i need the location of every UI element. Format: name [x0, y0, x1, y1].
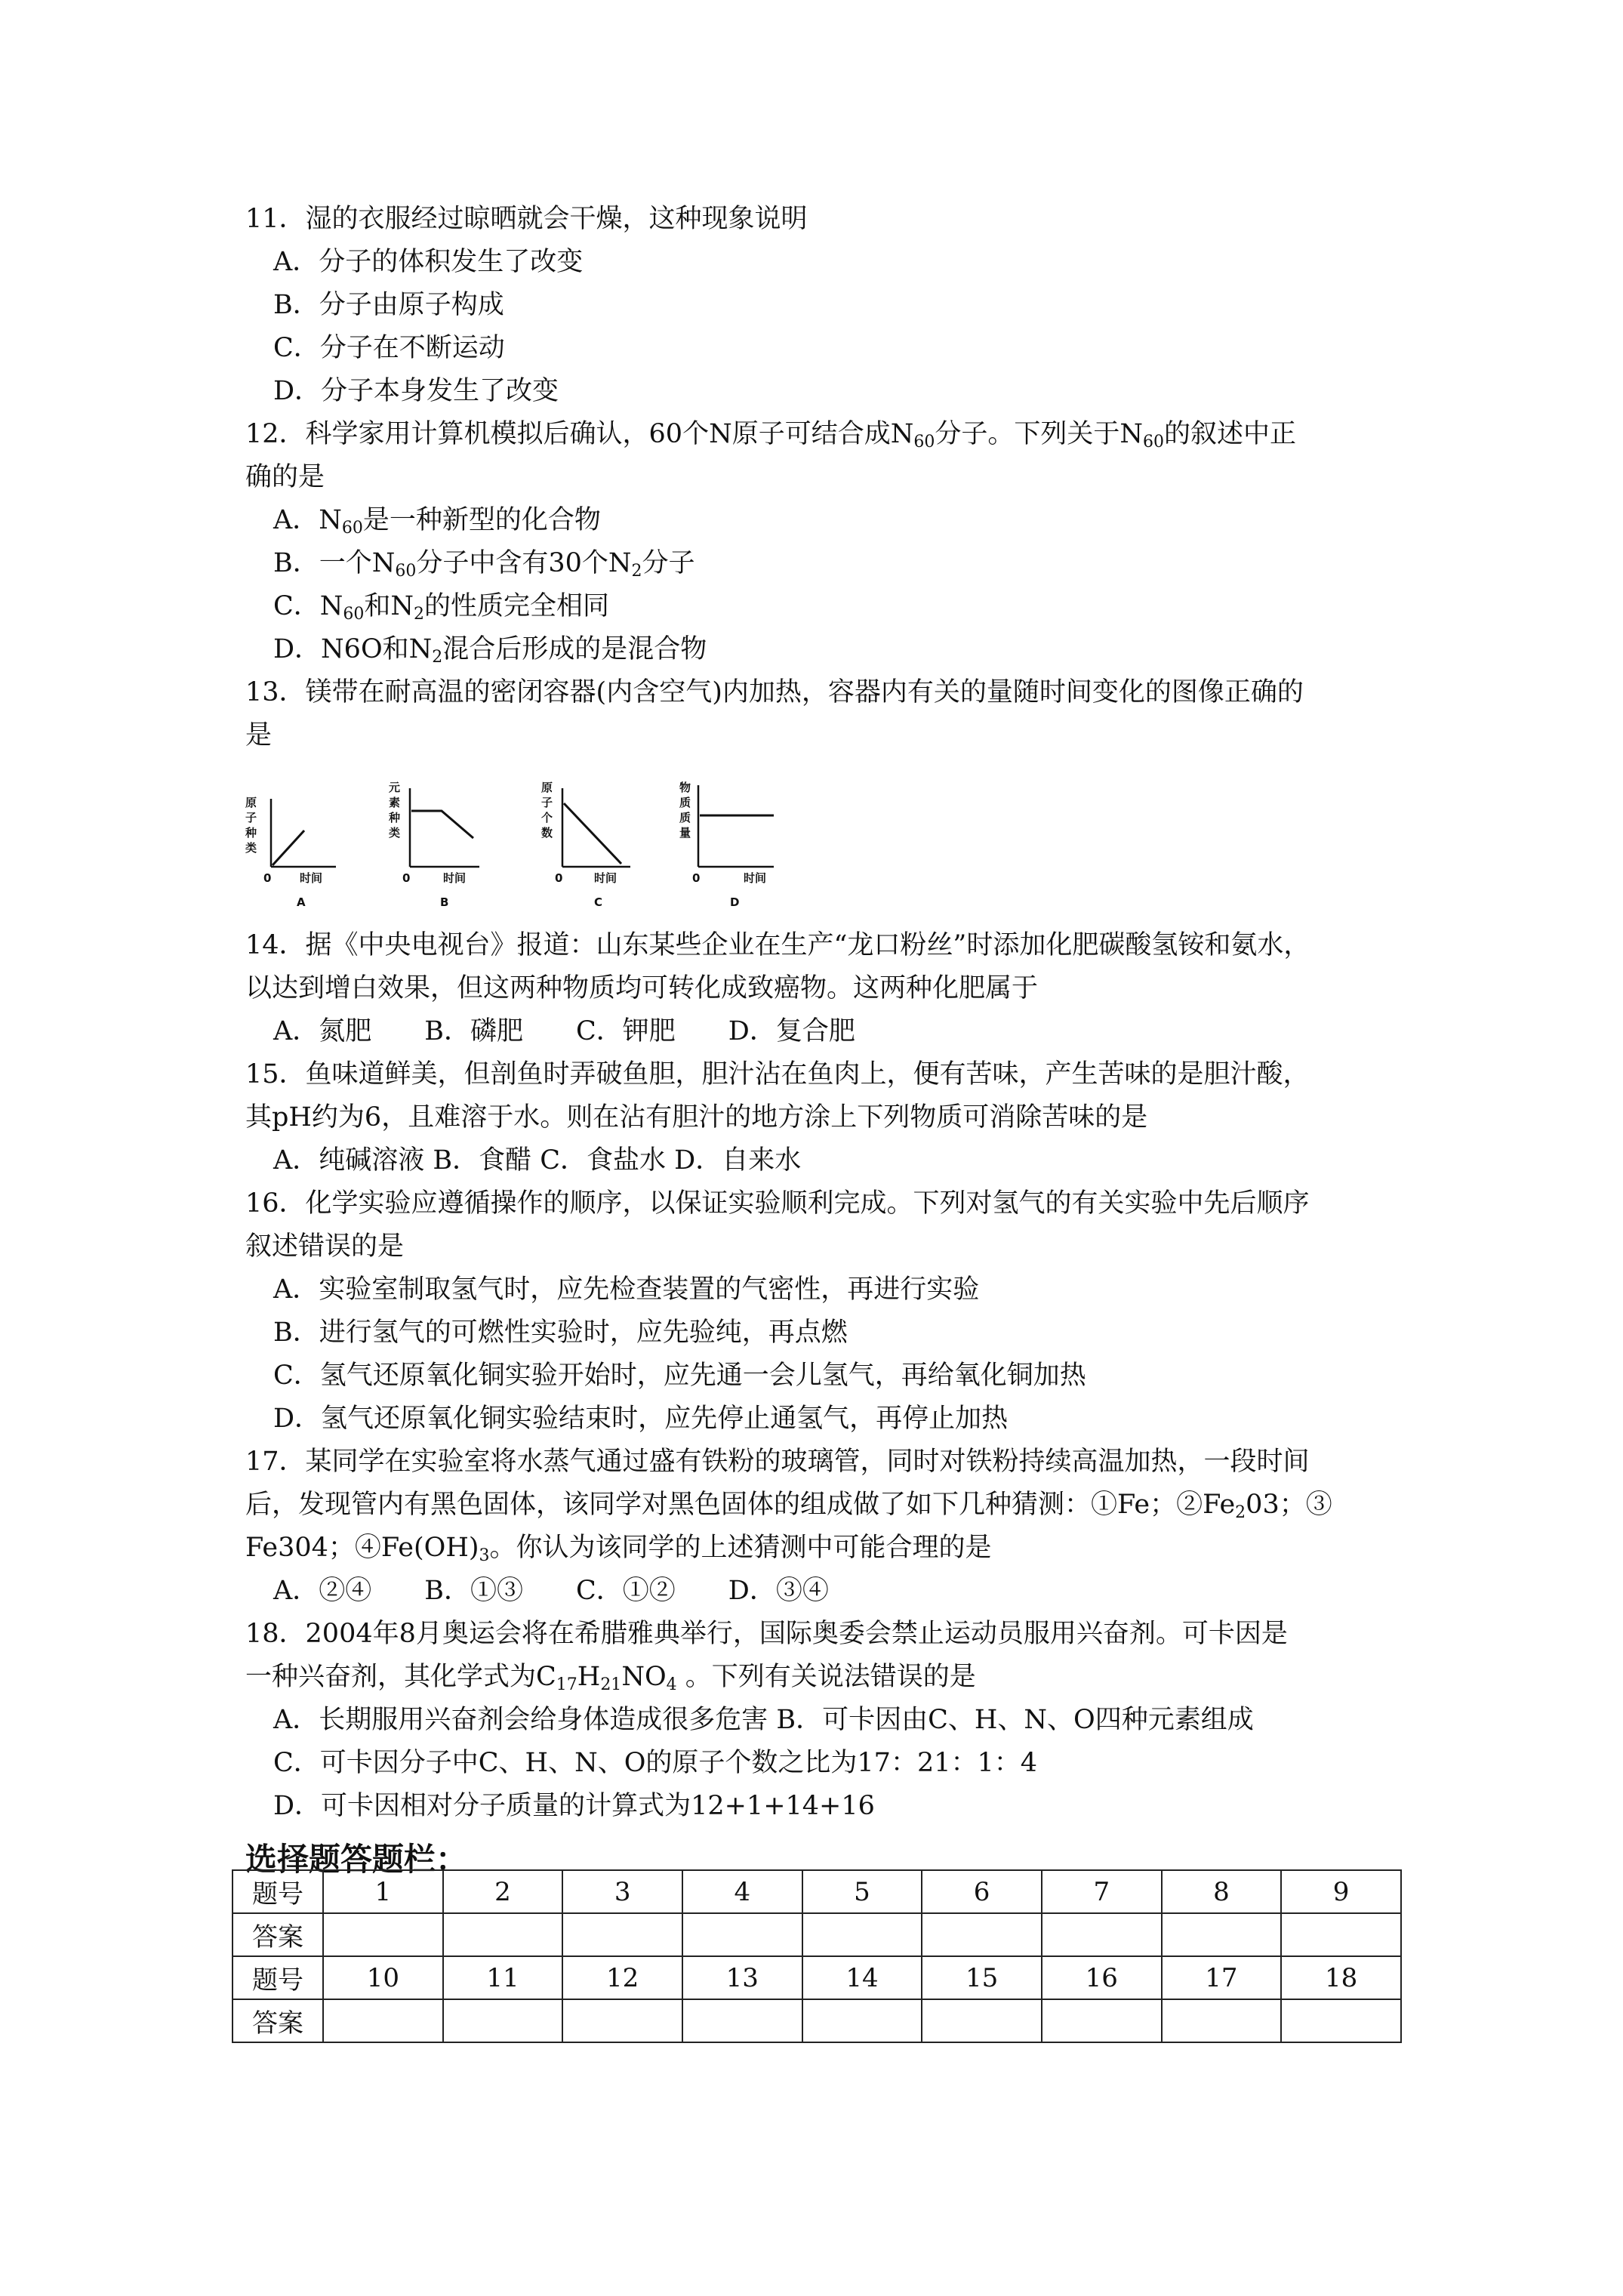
question-16-option-d: D．氢气还原氧化铜实验结束时，应先停止通氢气，再停止加热	[273, 1404, 1009, 1434]
question-13-stem-continued: 是	[245, 720, 273, 750]
answer-sheet-row-answers-2	[233, 1999, 1401, 2042]
question-12-option-c: C．$N_{60}$和$N_2$的性质完全相同	[273, 591, 610, 624]
answer-cell[interactable]	[323, 1913, 443, 1956]
question-11-stem: 11．湿的衣服经过晾晒就会干燥，这种现象说明	[245, 204, 808, 234]
answer-cell[interactable]	[1162, 1913, 1282, 1956]
row-label: 答案	[233, 1999, 323, 2042]
graph-b-letter: B	[440, 895, 449, 909]
answer-cell[interactable]	[323, 1999, 443, 2042]
question-11-option-c: C．分子在不断运动	[273, 333, 505, 363]
graph-c-letter: C	[594, 895, 603, 909]
answer-cell[interactable]	[1042, 1999, 1162, 2042]
question-16-stem-continued: 叙述错误的是	[245, 1231, 405, 1262]
graph-b-curve	[411, 811, 473, 838]
question-number-cell: 9	[1281, 1870, 1401, 1913]
answer-sheet-row-answers-1	[233, 1913, 1401, 1956]
graph-a	[245, 796, 336, 909]
question-18-option-d: D．可卡因相对分子质量的计算式为12+1+14+16	[273, 1791, 875, 1821]
question-number-cell: 2	[443, 1870, 563, 1913]
graph-c-origin: 0	[555, 871, 563, 885]
graph-c-ylabel-2: 子	[541, 796, 553, 809]
question-16-option-c: C．氢气还原氧化铜实验开始时，应先通一会儿氢气，再给氧化铜加热	[273, 1361, 1086, 1391]
row-label: 答案	[233, 1913, 323, 1956]
question-number-cell: 4	[682, 1870, 802, 1913]
graph-b-ylabel-4: 类	[389, 826, 401, 840]
graph-b-ylabel-3: 种	[389, 811, 401, 824]
question-number-cell: 5	[802, 1870, 922, 1913]
answer-cell[interactable]	[922, 1999, 1042, 2042]
question-11-option-a: A．分子的体积发生了改变	[273, 247, 584, 277]
question-11-option-d: D．分子本身发生了改变	[273, 376, 559, 406]
question-number-cell: 8	[1162, 1870, 1282, 1913]
question-14-stem-continued: 以达到增白效果，但这两种物质均可转化成致癌物。这两种化肥属于	[245, 973, 1039, 1003]
graph-c	[541, 781, 630, 909]
question-14-options: A．氮肥 B．磷肥 C．钾肥 D．复合肥	[273, 1016, 855, 1046]
graph-d-origin: 0	[692, 871, 701, 885]
graph-d	[679, 781, 774, 909]
graph-d-ylabel-2: 质	[679, 796, 691, 809]
question-number-cell: 16	[1042, 1956, 1162, 1999]
answer-cell[interactable]	[682, 1913, 802, 1956]
question-number-cell: 1	[323, 1870, 443, 1913]
graph-a-ylabel-1: 原	[245, 796, 257, 809]
answer-cell[interactable]	[1042, 1913, 1162, 1956]
answer-cell[interactable]	[1281, 1999, 1401, 2042]
graph-d-letter: D	[730, 895, 740, 909]
answer-cell[interactable]	[682, 1999, 802, 2042]
graph-a-ylabel-3: 种	[245, 826, 257, 840]
question-number-cell: 15	[922, 1956, 1042, 1999]
question-18-stem-line2: 一种兴奋剂，其化学式为$C_{17}H_{21}NO_4$ 。下列有关说法错误的是	[245, 1662, 976, 1694]
question-17-options: A．②④ B．①③ C．①② D．③④	[273, 1576, 829, 1606]
answer-sheet-row-numbers-2	[233, 1956, 1401, 1999]
answer-cell[interactable]	[802, 1999, 922, 2042]
graph-a-ylabel-2: 子	[245, 811, 257, 824]
graph-c-ylabel-1: 原	[541, 781, 553, 794]
question-15-stem-continued: 其pH约为6，且难溶于水。则在沾有胆汁的地方涂上下列物质可消除苦味的是	[245, 1102, 1148, 1133]
answer-sheet-title: 选择题答题栏：	[245, 1841, 468, 1878]
answer-cell[interactable]	[443, 1913, 563, 1956]
question-number-cell: 10	[323, 1956, 443, 1999]
answer-cell[interactable]	[922, 1913, 1042, 1956]
answer-cell[interactable]	[443, 1999, 563, 2042]
question-number-cell: 11	[443, 1956, 563, 1999]
question-11-option-b: B．分子由原子构成	[273, 290, 504, 320]
question-12-option-d: D．N6O和$N_2$混合后形成的是混合物	[273, 634, 707, 667]
graph-c-ylabel-4: 数	[541, 826, 553, 840]
question-13-stem: 13．镁带在耐高温的密闭容器(内含空气)内加热，容器内有关的量随时间变化的图像正确的	[245, 677, 1304, 707]
row-label: 题号	[233, 1870, 323, 1913]
row-label: 题号	[233, 1956, 323, 1999]
question-12-stem: 12．科学家用计算机模拟后确认，60个N原子可结合成$N_{60}$分子。下列关于$N_{60}$的叙述中正	[245, 419, 1296, 451]
question-16-option-b: B．进行氢气的可燃性实验时，应先验纯，再点燃	[273, 1318, 848, 1348]
question-number-cell: 14	[802, 1956, 922, 1999]
graph-d-xlabel: 时间	[744, 871, 767, 885]
answer-sheet-table	[232, 1869, 1402, 2043]
graph-c-ylabel-3: 个	[541, 811, 553, 824]
graph-c-xlabel: 时间	[594, 871, 617, 885]
graph-b	[388, 781, 479, 909]
graph-b-ylabel-1: 元	[389, 781, 401, 794]
graph-a-letter: A	[297, 895, 306, 909]
question-12-stem-continued: 确的是	[245, 462, 325, 492]
question-number-cell: 13	[682, 1956, 802, 1999]
question-number-cell: 18	[1281, 1956, 1401, 1999]
question-number-cell: 3	[562, 1870, 682, 1913]
question-15-options: A．纯碱溶液 B．食醋 C．食盐水 D．自来水	[273, 1145, 802, 1176]
graph-a-curve	[273, 831, 304, 865]
question-number-cell: 7	[1042, 1870, 1162, 1913]
answer-sheet-row-numbers-1	[233, 1870, 1401, 1913]
graph-a-ylabel-4: 类	[245, 841, 257, 855]
graph-b-origin: 0	[402, 871, 411, 885]
question-12-option-a: A．$N_{60}$是一种新型的化合物	[273, 505, 601, 538]
question-14-stem: 14．据《中央电视台》报道：山东某些企业在生产“龙口粉丝”时添加化肥碳酸氢铵和氨水，	[245, 930, 1310, 960]
question-15-stem: 15．鱼味道鲜美，但剖鱼时弄破鱼胆，胆汁沾在鱼肉上，便有苦味，产生苦味的是胆汁酸，	[245, 1059, 1310, 1089]
answer-cell[interactable]	[562, 1913, 682, 1956]
question-12-option-b: B．一个$N_{60}$分子中含有30个$N_2$分子	[273, 548, 695, 581]
question-17-stem-line3: Fe304；$④Fe(OH)_3$。你认为该同学的上述猜测中可能合理的是	[245, 1533, 992, 1565]
graph-a-xlabel: 时间	[300, 871, 323, 885]
graph-d-ylabel-1: 物	[679, 781, 691, 794]
graph-b-xlabel: 时间	[443, 871, 467, 885]
graph-d-ylabel-3: 质	[679, 811, 691, 824]
question-13-graphs	[245, 770, 804, 921]
question-18-stem: 18．2004年8月奥运会将在希腊雅典举行，国际奥委会禁止运动员服用兴奋剂。可卡因是	[245, 1619, 1288, 1649]
answer-cell[interactable]	[1162, 1999, 1282, 2042]
answer-cell[interactable]	[802, 1913, 922, 1956]
answer-cell[interactable]	[562, 1999, 682, 2042]
question-18-option-c: C．可卡因分子中C、H、N、O的原子个数之比为17：21：1：4	[273, 1748, 1038, 1778]
question-16-option-a: A．实验室制取氢气时，应先检查装置的气密性，再进行实验	[273, 1274, 980, 1305]
graph-c-curve	[564, 803, 621, 864]
graph-a-origin: 0	[263, 871, 272, 885]
graph-b-ylabel-2: 素	[389, 796, 401, 809]
question-16-stem: 16．化学实验应遵循操作的顺序，以保证实验顺利完成。下列对氢气的有关实验中先后顺序	[245, 1188, 1310, 1219]
answer-cell[interactable]	[1281, 1913, 1401, 1956]
question-18-options-ab: A．长期服用兴奋剂会给身体造成很多危害 B．可卡因由C、H、N、O四种元素组成	[273, 1705, 1254, 1735]
question-number-cell: 17	[1162, 1956, 1282, 1999]
graph-d-ylabel-4: 量	[679, 826, 691, 840]
question-17-stem: 17．某同学在实验室将水蒸气通过盛有铁粉的玻璃管，同时对铁粉持续高温加热，一段时间	[245, 1447, 1310, 1477]
question-17-stem-line2: 后，发现管内有黑色固体，该同学对黑色固体的组成做了如下几种猜测：①Fe；$②Fe_203$；③	[245, 1490, 1332, 1522]
question-number-cell: 6	[922, 1870, 1042, 1913]
question-number-cell: 12	[562, 1956, 682, 1999]
